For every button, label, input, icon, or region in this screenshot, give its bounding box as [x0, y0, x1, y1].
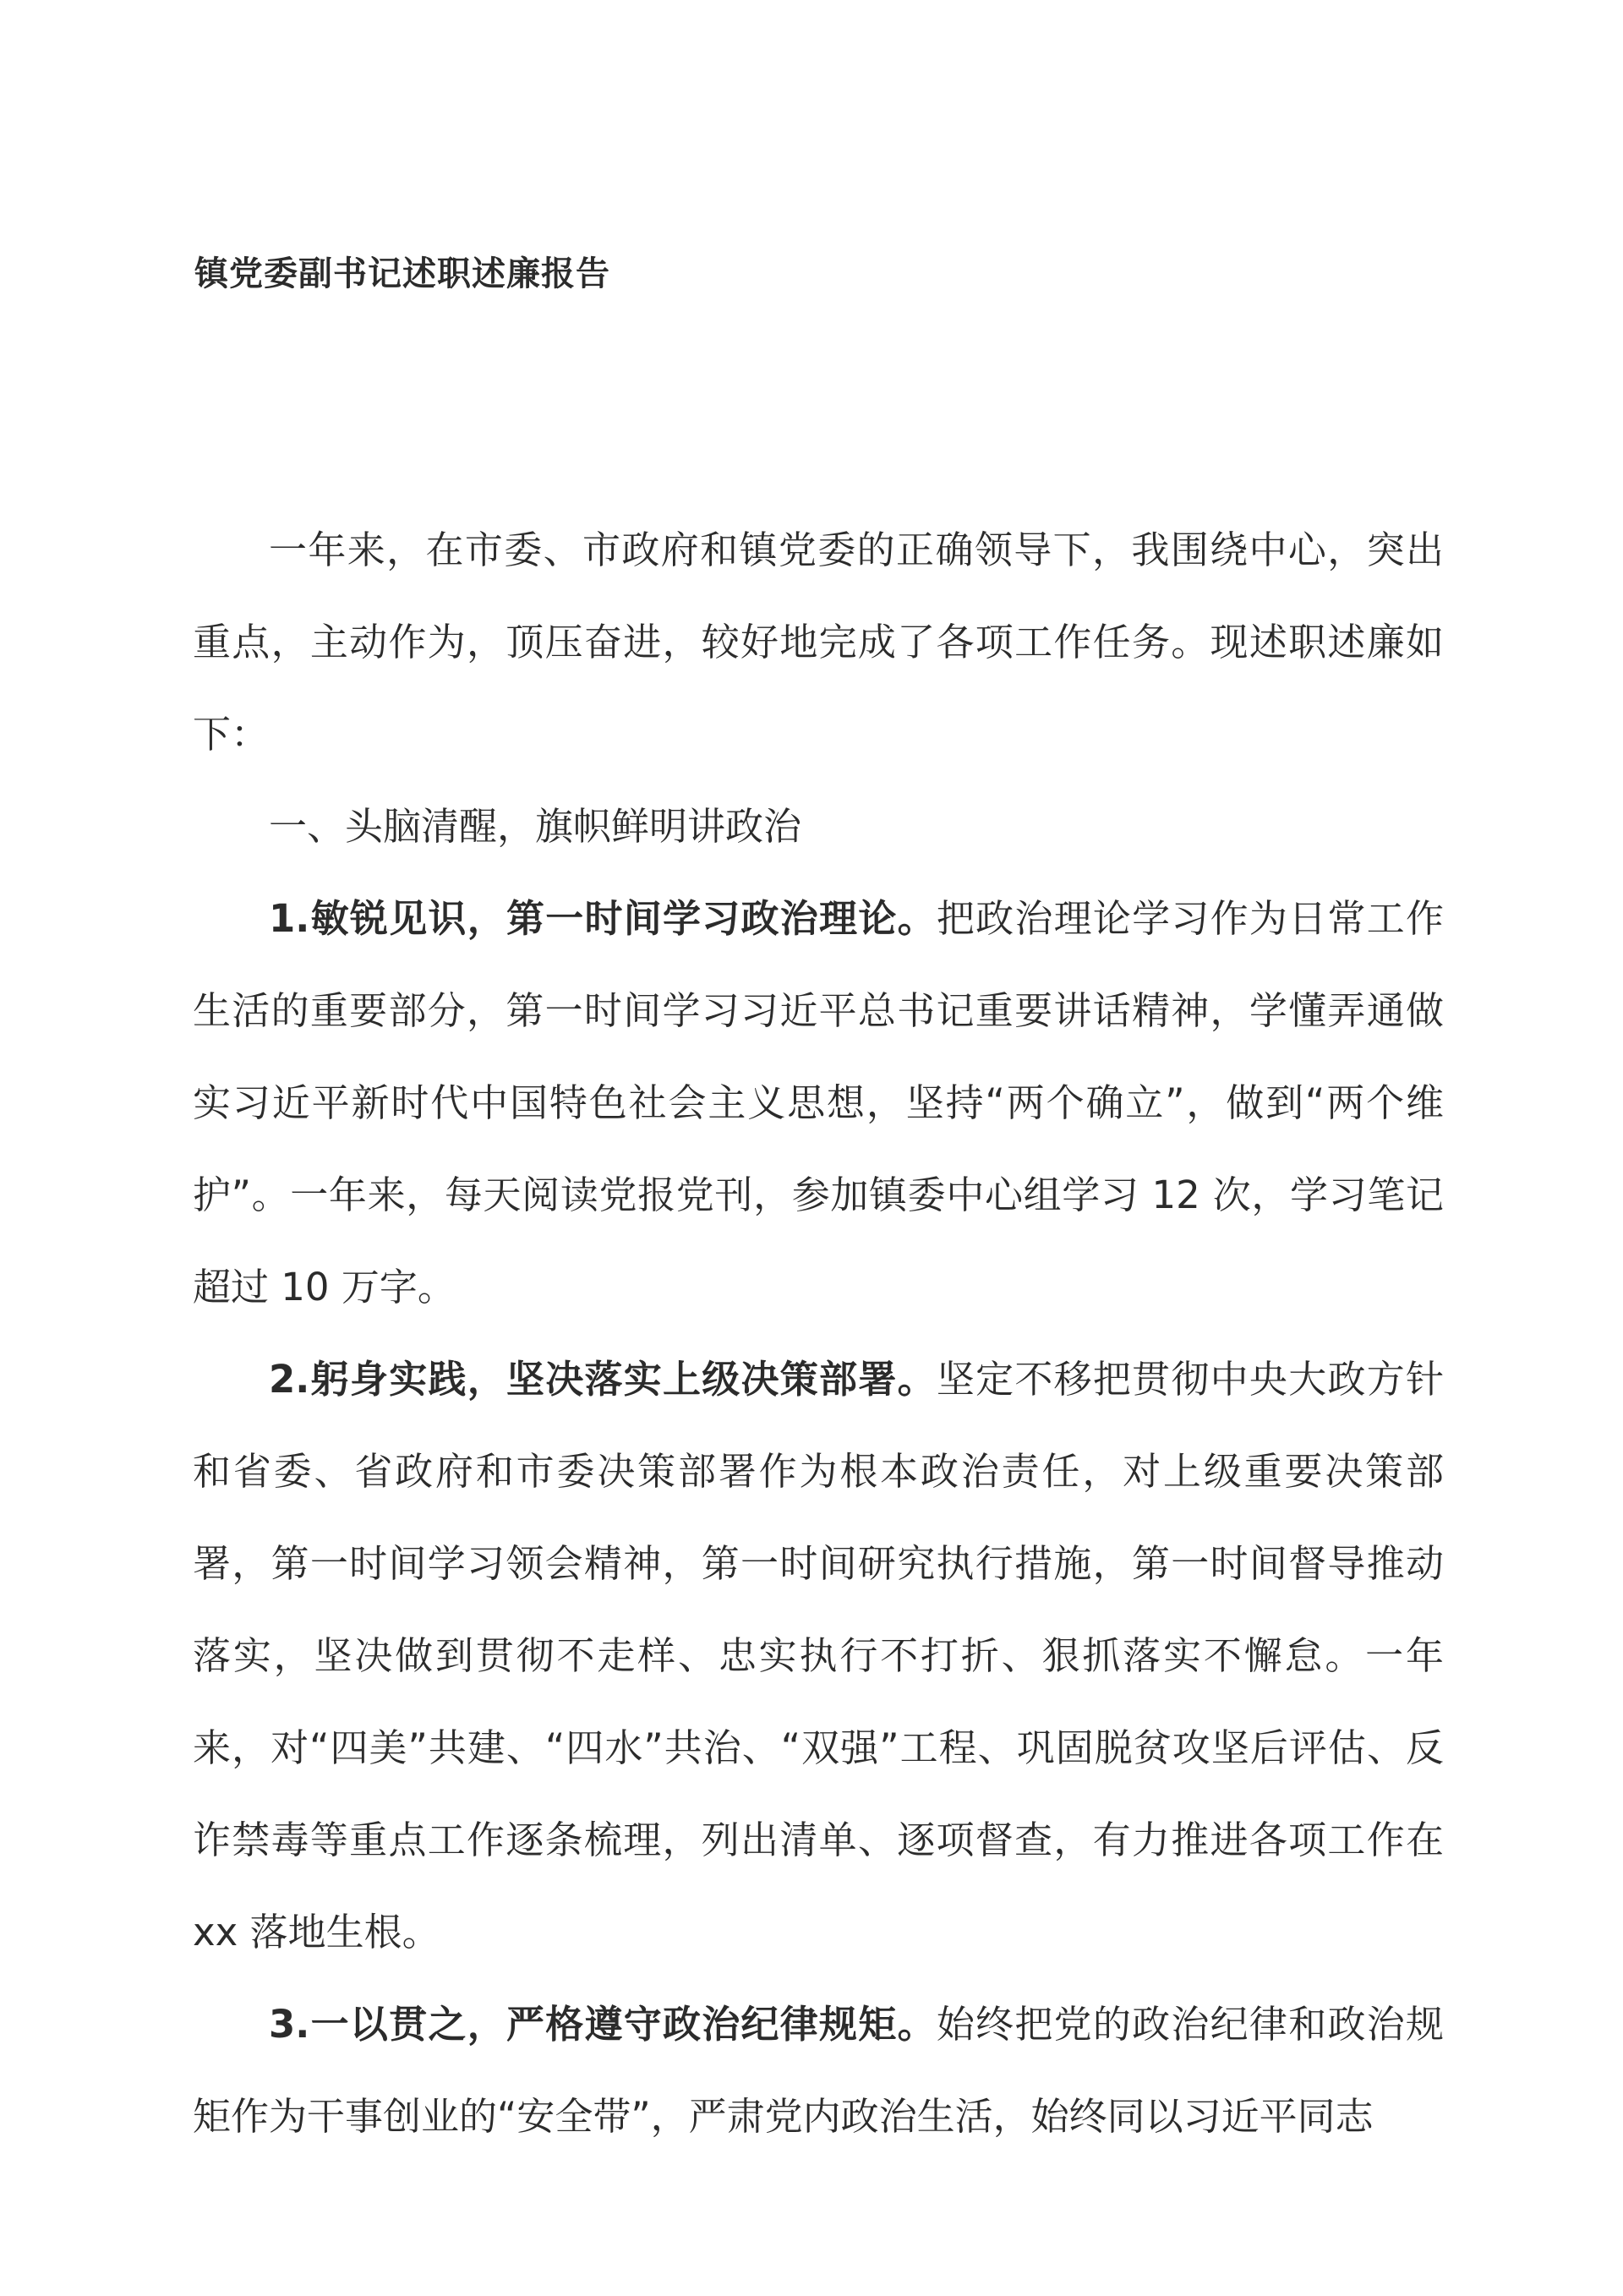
item-text: 始终把党的政治纪律和政治规矩作为干事创业的“安全带”，严肃党内政治生活，始终同以习近平同志 — [193, 2002, 1444, 2139]
document-body — [193, 504, 1444, 2162]
item-heading: 3.一以贯之，严格遵守政治纪律规矩。 — [269, 2002, 937, 2047]
list-item — [193, 872, 1444, 1333]
section-heading: 一、头脑清醒，旗帜鲜明讲政治 — [269, 804, 802, 849]
list-item — [193, 1333, 1444, 1978]
item-heading: 1.敏锐见识，第一时间学习政治理论。 — [269, 896, 937, 941]
item-text: 把政治理论学习作为日常工作生活的重要部分，第一时间学习习近平总书记重要讲话精神，学懂弄通做实习近平新时代中国特色社会主义思想，坚持“两个确立”，做到“两个维护”。一年来，每天阅读党报党刊，参加镇委中心组学习 12 次，学习笔记超过 10 万字。 — [193, 896, 1444, 1309]
list-item — [193, 1978, 1444, 2162]
intro-paragraph: 一年来，在市委、市政府和镇党委的正确领导下，我围绕中心，突出重点，主动作为，顶压奋进，较好地完成了各项工作任务。现述职述廉如下： — [193, 528, 1444, 757]
document-title: 镇党委副书记述职述廉报告 — [194, 254, 610, 293]
item-text: 坚定不移把贯彻中央大政方针和省委、省政府和市委决策部署作为根本政治责任，对上级重要决策部署，第一时间学习领会精神，第一时间研究执行措施，第一时间督导推动落实，坚决做到贯彻不走样、忠实执行不打折、狠抓落实不懈怠。一年来，对“四美”共建、“四水”共治、“双强”工程、巩固脱贫攻坚后评估、反诈禁毒等重点工作逐条梳理，列出清单、逐项督查，有力推进各项工作在 xx 落地生根。 — [193, 1357, 1444, 1954]
item-heading: 2.躬身实践，坚决落实上级决策部署。 — [269, 1357, 937, 1402]
